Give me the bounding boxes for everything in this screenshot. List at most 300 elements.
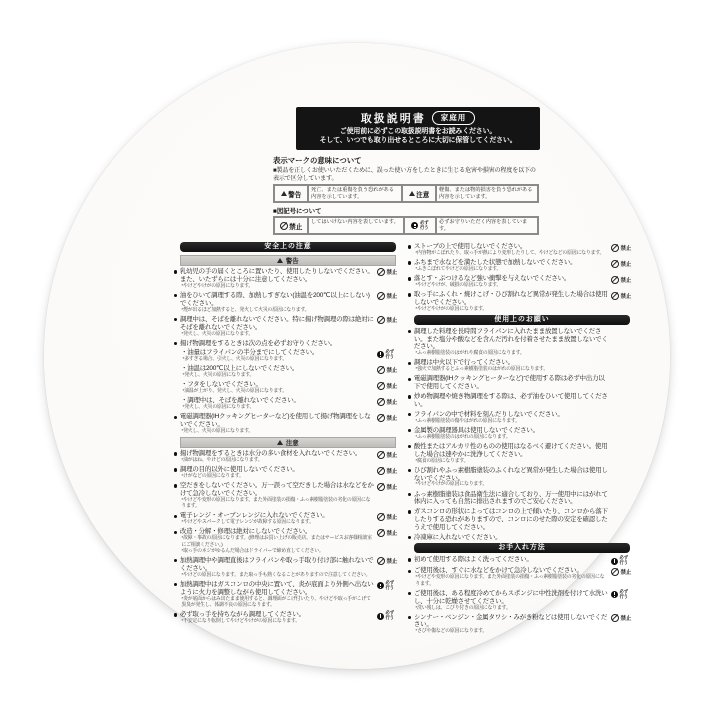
prohibited-label-cell [274,217,308,234]
instruction-item [408,614,636,636]
instruction-note: *発火し、火災の原因になります。 [182,405,255,411]
prohibition-icon [280,222,288,230]
mark-label: 禁止 [386,294,398,301]
instruction-text: ・油温は200℃以上にしないでください。 [181,365,299,373]
instruction-note: *油温が上がり、発火し、火災の原因になります。 [182,389,288,395]
instruction-note: *発火し、火災の原因になります。 [182,373,255,379]
instruction-text: 油をひいて調理する際、加熱しすぎない(油温を200℃以上にしない)でください。 [179,291,370,307]
prohibition-icon [611,614,619,622]
instruction-item [174,316,402,338]
bullet-icon [408,261,411,264]
prohibited-mark [377,414,402,422]
mandatory-mark [377,611,402,620]
instruction-body [414,275,609,289]
instruction-item [174,340,402,348]
instruction-body [180,557,375,579]
manual-header [296,107,540,150]
instruction-body [414,567,609,587]
instruction-text: 調理は中火以下で行ってください。 [413,359,514,367]
mark-cell [611,443,636,444]
instruction-item [408,375,636,391]
instruction-text: ご使用後は、ある程度冷めてからスポンジに中性洗剤を付けて水洗いし、十分に乾燥させてください。 [413,589,608,605]
instruction-text: 揚げ物調理をするときは水分の多い食材を入れないでください。 [179,450,362,458]
bullet-icon [408,510,411,513]
instruction-item [408,291,636,313]
prohibition-icon [377,268,385,276]
mandatory-icon [611,591,618,598]
mandatory-icon [377,351,384,358]
prohibition-icon [611,292,619,300]
mark-label: 禁止 [620,277,632,284]
mark-cell [377,482,402,491]
instruction-text: 電磁調理器(IHクッキングヒーターなど)で使用する際は必ず中出力以下で使用してください。 [413,375,605,391]
bullet-icon [174,270,177,273]
right-column [408,241,636,637]
manual-title: 取扱説明書 [360,113,426,125]
mark-label [386,350,395,359]
bullet-icon [408,536,411,539]
instruction-item [408,393,636,409]
mandatory-mark [377,581,402,590]
prohibition-icon [377,467,385,475]
instruction-note: *ふっ素樹脂塗装のはがれの原因になります。 [415,434,511,440]
instruction-note: *油がはね、やけどの原因になります。 [181,458,263,464]
mark-label: 禁止 [620,245,632,252]
mark-cell [377,466,402,475]
instruction-item [408,427,636,441]
instruction-note: *ふきこぼれてやけどの原因になります。 [415,267,502,273]
instruction-text: ・油量はフライパンの半分までにしてください。 [181,349,319,357]
instruction-item [174,381,402,395]
bullet-icon [408,570,411,573]
warning-triangle-icon [281,191,287,196]
instruction-text: 調理中は、そばを離れないでください。特に揚げ物調理の際は絶対にそばを離れないでください。 [179,315,374,331]
instruction-body [414,534,609,542]
warning-label: 警告 [288,191,302,199]
instruction-text: ご使用後は、すぐに水などをかけて急冷しないでください。 [413,567,583,575]
mark-cell [377,340,402,341]
mandatory-icon [611,558,618,565]
prohibited-mark [377,513,402,521]
warning-triangle-icon [277,440,283,445]
mark-legend-section [273,155,539,236]
mark-label-line: 必ず [385,580,395,586]
round-manual-sheet [44,43,670,669]
instruction-text: ・フタをしないでください。 [181,381,262,389]
instruction-note: *多すぎる場合、引火し、火災の原因になります。 [182,357,288,363]
instruction-item [408,443,636,465]
warning-triangle-icon [277,258,283,263]
instruction-note: *腐食の原因になります。 [415,458,469,464]
bullet-icon [174,559,177,562]
instruction-item [408,411,636,425]
instruction-item [408,567,636,587]
instruction-note: *やけどやけがの原因になります。 [415,307,488,313]
instruction-text: ひび割れやふっ素樹脂塗装のふくれなど異常が発生した場合は使用しないでください。 [413,466,608,482]
instruction-note: *さびや傷などの原因になります。 [415,629,488,635]
instruction-body [414,491,609,507]
bullet-icon [408,493,411,496]
mark-cell [377,450,402,459]
household-use-badge: 家庭用 [432,111,476,126]
instruction-note: *強火で加熱するとふっ素樹脂塗装のはがれの原因になります。 [415,367,549,373]
mark-cell [377,316,402,325]
mark-cell [377,349,402,359]
prohibition-icon [377,366,385,374]
instruction-text: 乳幼児の手の届くところに置いたり、使用したりしないでください。また、いたずらには十分に注意してください。 [179,267,374,283]
instruction-body [181,397,375,411]
instruction-item [174,450,402,464]
mark-cell [377,268,402,277]
bullet-icon [408,378,411,381]
instruction-item [174,365,402,379]
instruction-text: 揚げ物調理をするときは次の点を必ずお守りください。 [179,339,337,347]
instruction-note: *故障・事故の原因になります。(修理はお買い上げの販売店、またはサービスお客様相談室にご相談ください。) [181,536,372,548]
caution-label-cell [402,185,436,202]
subsection-header [180,255,396,266]
instruction-body [414,590,609,612]
mark-label: 禁止 [386,415,398,422]
instruction-note: *ふっ素樹脂塗装のはがれや腐食の原因になります。 [415,351,525,357]
mark-cell [611,259,636,268]
mark-label: 禁止 [386,559,398,566]
instruction-body [414,443,609,465]
instruction-note: *内容物がこぼれたり、取っ手が熱により変形したりして、やけどなどの原因になります。 [415,251,605,257]
instruction-text: シンナー・ベンジン・金属タワシ・みがき粉などは使用しないでください。 [413,613,608,629]
instruction-body [414,614,609,636]
prohibition-icon [377,513,385,521]
mandatory-icon [411,222,418,229]
bullet-icon [174,452,177,455]
instruction-body [414,259,609,273]
instruction-item [174,397,402,411]
instruction-note: *煙が出るほど加熱すると、発火して火災の原因になります。 [181,307,310,313]
instruction-text: ガスコンロの形状によってはコンロの上で傾いたり、コンロから落下したりする恐れがありますので、コンロにのせた際の安定を確認したうえで使用してください。 [413,508,608,531]
bullet-icon [174,416,177,419]
instruction-body [181,349,375,363]
instruction-note: *やけどやスパークして電子レンジが故障する原因になります。 [181,520,314,526]
mark-label: 禁止 [386,367,398,374]
instruction-body [180,268,375,290]
instruction-note: *やけどやけがの原因になります。 [181,283,254,289]
bullet-icon [408,616,411,619]
mandatory-desc-cell: 必ずお守りいただく内容を表しています。 [436,217,538,234]
prohibition-icon [377,557,385,565]
mark-cell [611,275,636,284]
instruction-text: 金属製の調理器具は使用しないでください。 [413,426,539,434]
instruction-note: *不安定になり転倒してやけどやけがの原因になります。 [181,618,300,624]
instruction-body [181,381,375,395]
mark-label-line: 必ず [619,555,629,561]
mark-cell [611,534,636,535]
mark-cell [377,365,402,374]
instruction-body [180,316,375,338]
instruction-note: *洗い残しは、こびり付きの原因になります。 [415,605,511,611]
instruction-text: フライパンの中で材料を刻んだりしないでください。 [413,410,564,418]
mark-label: 禁止 [386,514,398,521]
mark-label-line: 必ず [385,348,395,354]
mark-cell [377,611,402,621]
bullet-icon [174,515,177,518]
instruction-body [414,393,609,409]
instruction-body [180,340,375,348]
instruction-item [408,556,636,566]
instruction-item [408,534,636,542]
mark-cell [611,427,636,428]
instruction-text: 改造・分解・修理は絶対にしないでください。 [179,528,312,536]
instruction-item [408,328,636,358]
mark-label: 禁止 [386,270,398,277]
sign-legend-title: ■図記号について [273,207,322,215]
mark-label [620,556,629,565]
instruction-body [414,359,609,373]
prohibited-mark [377,366,402,374]
instruction-item [408,243,636,257]
mark-label-line: 行う [385,584,395,590]
mark-label: 禁止 [386,530,398,537]
mark-cell [377,381,402,390]
mark-label: 禁止 [386,468,398,475]
warning-triangle-icon [409,191,415,196]
instruction-body [180,466,375,480]
instruction-text: 初めて使用する際はよく洗ってください。 [413,555,533,563]
prohibition-icon [377,316,385,324]
bullet-icon [174,468,177,471]
prohibition-icon [611,260,619,268]
prohibition-icon [611,276,619,284]
instruction-item [174,413,402,435]
mark-cell [611,291,636,300]
instruction-text: 取っ手にふくれ・焼けこげ・ひび割れなど異常が発生した場合は使用しないでください。 [413,291,608,307]
mark-label-line: 行う [619,593,629,599]
mandatory-mark [611,590,636,599]
subsection-header [180,437,396,448]
instruction-text: 落とす・ぶつけるなど強い衝撃を与えないでください。 [413,275,571,283]
manual-content [174,107,636,637]
mark-label: 禁止 [620,293,632,300]
prohibition-icon [377,382,385,390]
caution-label: 注意 [416,191,430,199]
prohibited-mark [377,451,402,459]
prohibition-icon [377,292,385,300]
prohibited-mark [611,292,636,300]
bullet-icon [174,294,177,297]
instruction-body [180,413,375,435]
mark-label [386,611,395,620]
prohibited-mark [377,268,402,276]
bullet-icon [408,558,411,561]
mark-label: 禁止 [386,452,398,459]
legend-title: 表示マークの意味について [273,155,362,165]
mark-cell [377,292,402,301]
prohibited-mark [377,398,402,406]
mark-cell [377,528,402,537]
mark-label: 禁止 [620,261,632,268]
mark-label: 禁止 [386,318,398,325]
instruction-body [180,611,375,625]
mark-cell [611,411,636,412]
instruction-item [408,259,636,273]
instruction-item [174,557,402,579]
instruction-body [414,375,609,391]
instruction-item [174,528,402,555]
mark-cell [611,556,636,566]
instruction-text: 加熱調理中や調理直後はフライパンや取っ手取り付け部に触れないでください。 [179,556,374,572]
mark-label: 禁止 [620,616,632,623]
mark-label-line: 必ず [385,610,395,616]
instruction-item [408,275,636,289]
instruction-body [180,482,375,510]
instruction-body [180,292,375,314]
left-column [174,241,402,637]
mark-cell [611,567,636,576]
mark-label [620,590,629,599]
mandatory-icon [377,613,384,620]
prohibition-icon [377,398,385,406]
header-notice-line-1: ご使用前に必ずこの取扱説明書をお読みください。 [339,128,497,135]
instruction-body [180,528,375,555]
instruction-body [180,512,375,526]
instruction-text: ふちまで水などを満たした状態で加熱しないでください。 [413,259,577,267]
mark-cell [377,557,402,566]
instruction-text: 加熱調理中はガスコンロの中央に置いて、炎が底面より外側へ出ないように火力を調整しながら使用してください。 [179,580,374,596]
instruction-item [408,467,636,489]
mark-cell [611,467,636,468]
mark-label: 禁止 [386,399,398,406]
prohibited-mark [611,568,636,576]
mark-label [386,581,395,590]
bullet-icon [408,277,411,280]
header-notice-line-2: そして、いつでも取り出せるところに大切に保管してください。 [319,137,517,145]
instruction-note: *やけどや変形の原因になります。また外面塗装の損傷・ふっ素樹脂塗装の劣化の原因になります。 [415,575,605,587]
mark-label: 禁止 [386,383,398,390]
mark-cell [377,397,402,406]
bullet-icon [408,362,411,365]
instruction-item [174,466,402,480]
instruction-note: *けがなどの原因になります。 [181,474,244,480]
instruction-text: 空だきをしないでください。万一誤って空だきした場合は水などをかけて急冷しないでください。 [179,482,374,498]
prohibition-icon [377,483,385,491]
manual-title-row [300,110,536,126]
caution-desc-cell: 軽傷、または物的損害を負う恐れがある内容を示しています。 [436,185,538,202]
mark-cell [611,590,636,600]
prohibited-mark [377,467,402,475]
instruction-body [181,365,375,379]
bullet-icon [174,318,177,321]
mandatory-icon [377,582,384,589]
instruction-text: 調理した料理を長時間フライパンに入れたまま放置しないでください。また塩分や酸などを含んだ汚れを付着させたまま放置しないでください。 [413,327,608,351]
sign-table [273,216,539,235]
mandatory-label: 必ず 行う [419,220,429,230]
bullet-icon [408,293,411,296]
prohibition-icon [611,568,619,576]
instruction-item [174,349,402,363]
instruction-item [174,581,402,609]
instruction-text: ・調理中は、そばを離れないでください。 [181,397,300,405]
subsection-label: 注意 [285,440,299,448]
instruction-text: ストーブの上で使用しないでください。 [413,243,527,251]
mark-cell [611,491,636,492]
bullet-icon [174,484,177,487]
prohibited-mark [611,244,636,252]
instruction-body [414,508,609,532]
instruction-body [180,581,375,609]
mark-cell [611,393,636,394]
mark-label: 禁止 [620,569,632,576]
mandatory-label-cell [404,217,436,234]
prohibited-mark [377,529,402,537]
section-header: 安全上の注意 [180,242,396,252]
bullet-icon [408,469,411,472]
prohibition-icon [377,414,385,422]
instruction-note: *発火し、火災の原因になります。 [181,429,254,435]
legend-intro: ■製品を正しくお使いいただくために、誤った使い方をしたときに生じる危害や損害の程度を以下の表示で区分しています。 [273,166,536,182]
instruction-item [408,491,636,507]
mark-cell [377,581,402,591]
instruction-text: 必ず取っ手を持ちながら調理してください。 [179,610,305,618]
instruction-note: *やけどやけが、破損の原因になります。 [415,283,502,289]
prohibited-mark [377,557,402,565]
instruction-body [414,427,609,441]
mark-cell [611,508,636,509]
mark-label-line: 行う [385,615,395,621]
mark-cell [611,359,636,360]
instruction-text: 電子レンジ・オーブンレンジに入れないでください。 [179,512,329,520]
bullet-icon [174,342,177,345]
bullet-icon [408,429,411,432]
mark-cell [611,328,636,329]
mandatory-mark [377,350,402,359]
mark-cell [611,243,636,252]
instruction-note: *ふっ素樹脂塗装の傷やはがれの原因になります。 [415,418,520,424]
instruction-text: 調理の目的以外に使用しないでください。 [179,466,299,474]
bullet-icon [174,531,177,534]
section-header: お手入れ方法 [414,543,630,553]
warning-label-cell [274,185,308,202]
mark-label: 禁止 [386,484,398,491]
mandatory-mark [611,556,636,565]
instruction-text: 冷凍庫に入れないでください。 [413,533,502,541]
instruction-note: *取っ手のネジがゆるんだ場合はドライバーで締め直してください。 [181,548,324,554]
instruction-note: *やけどの原因になります。また取っ手も熱くなることがありますので注意してください。 [181,572,371,578]
instruction-note: *やけどや変形の原因になります。また外面塗装の損傷・ふっ素樹脂塗装の劣化の原因になります。 [181,498,371,510]
instruction-text: ふっ素樹脂塗装は食品衛生法に適合しており、万一使用中にはがれて体内に入っても自然に排出されますのでご安心ください。 [413,490,608,506]
instruction-note: *やけどやけがの原因になります。 [415,482,488,488]
bullet-icon [408,592,411,595]
prohibited-mark [377,316,402,324]
mark-cell [377,512,402,521]
section-header: 使用上のお願い [414,315,630,325]
prohibition-icon [377,451,385,459]
mark-label-line: 必ず [619,589,629,595]
mark-cell [611,614,636,623]
instruction-text: 電磁調理器(IHクッキングヒーターなど)を使用して揚げ物調理をしないでください。 [179,413,371,429]
prohibition-icon [377,529,385,537]
instruction-item [174,611,402,625]
subsection-label: 警告 [285,257,299,265]
instruction-columns [174,241,636,637]
instruction-body [414,411,609,425]
bullet-icon [408,445,411,448]
instruction-text: 酸性またはアルカリ性のものの使用はなるべく避けてください。使用した場合は速やかに洗浄してください。 [413,442,608,458]
instruction-item [174,292,402,314]
prohibited-label: 禁止 [289,223,303,231]
instruction-text: 炒め物調理や焼き物調理をする際は、必ず油をひいて使用してください。 [413,393,608,408]
instruction-item [174,512,402,526]
instruction-note: *炎が底面からはみ出たまま使用すると、調理面がこげ付いたり、やけどや取っ手がこげて異臭が発生し、体調不良の原因になります。 [181,596,371,608]
instruction-body [414,243,609,257]
instruction-item [408,359,636,373]
